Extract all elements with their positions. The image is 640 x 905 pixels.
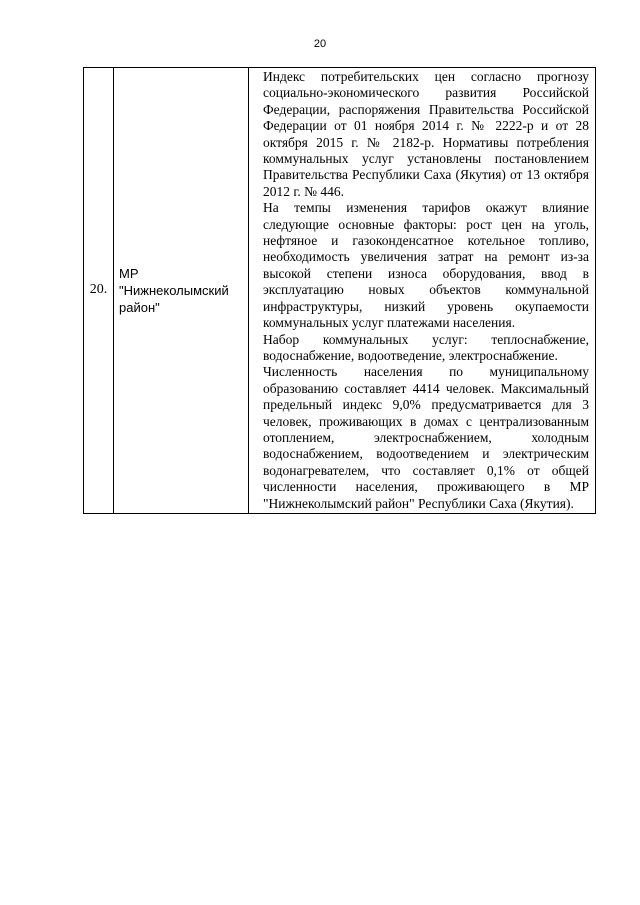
municipality-cell (114, 68, 249, 514)
municipality-line: "Нижнеколымский (119, 282, 229, 298)
tariff-table (83, 67, 596, 514)
page-number: 20 (313, 38, 327, 50)
paragraph-cpi-normatives: Индекс потребительских цен согласно прогнозу социально-экономического развития Российской Федерации, распоряжения Правительства Российской Федерации от 01 ноября 2014 г. № 2222-р и от 28 октября 2015 г. № 2182-р. Нормативы потребления коммунальных услуг установлены постановлением Правительства Республики Саха (Якутия) от 13 октября 2012 г. № 446. (263, 69, 589, 199)
description-cell (249, 68, 596, 514)
table-row (84, 68, 596, 514)
municipality-line: МР (119, 265, 139, 281)
paragraph-services-set: Набор коммунальных услуг: теплоснабжение, водоснабжение, водоотведение, электроснабжение. (263, 331, 589, 363)
row-number: 20. (84, 68, 114, 514)
paragraph-tariff-factors: На темпы изменения тарифов окажут влияние следующие основные факторы: рост цен на уголь, нефтяное и газоконденсатное котельное топливо, необходимость увеличения затрат на ремонт из-за высокой степени износа оборудования, ввод в эксплуатацию новых объектов коммунальной инфраструктуры, низкий уровень окупаемости коммунальных услуг платежами населения. (263, 200, 589, 331)
municipality-line: район" (119, 299, 160, 315)
paragraph-population: Численность населения по муниципальному образованию составляет 4414 человек. Максимальный предельный индекс 9,0% предусматривается для 3 человек, проживающих в домах с централизованным отоплением, электроснабжением, холодным водоснабжением, водоотведением и электрическим водонагревателем, что составляет 0,1% от общей численности населения, проживающего в МР "Нижнеколымский район" Республики Саха (Якутия). (263, 364, 589, 511)
